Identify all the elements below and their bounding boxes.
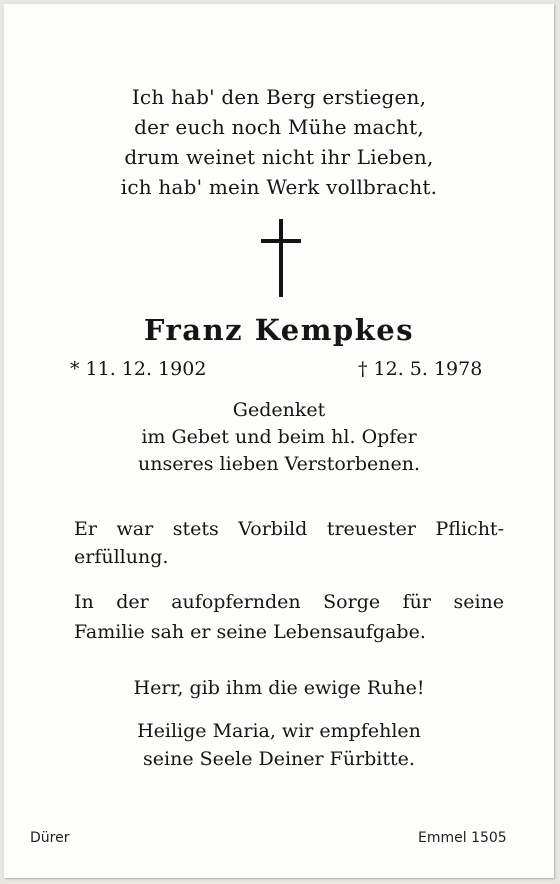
- birth-date: * 11. 12. 1902: [70, 358, 207, 380]
- remembrance-line: unseres lieben Verstorbenen.: [137, 453, 421, 475]
- paragraph-line: Familie sah er seine Lebensaufgabe.: [74, 621, 426, 643]
- poem-line: drum weinet nicht ihr Lieben,: [124, 145, 434, 169]
- paragraph-line: erfüllung.: [74, 546, 169, 568]
- cross-icon: [261, 219, 301, 297]
- remembrance-line: im Gebet und beim hl. Opfer: [141, 426, 417, 448]
- prayer-line: seine Seele Deiner Fürbitte.: [143, 748, 415, 770]
- remembrance-line: Gedenket: [232, 399, 326, 421]
- family-paragraph: [74, 587, 504, 647]
- duty-paragraph: [74, 515, 504, 571]
- poem: [4, 82, 554, 202]
- memorial-card: [4, 4, 554, 878]
- prayer-line: Heilige Maria, wir empfehlen: [137, 720, 421, 742]
- paragraph-line: In der aufopfernden Sorge für seine: [74, 591, 504, 613]
- deceased-name: Franz Kempkes: [143, 313, 415, 347]
- poem-line: Ich hab' den Berg erstiegen,: [131, 85, 427, 109]
- poem-line: der euch noch Mühe macht,: [134, 115, 424, 139]
- prayer-rest: Herr, gib ihm die ewige Ruhe!: [133, 677, 425, 699]
- remembrance-text: [4, 397, 554, 478]
- printer-mark-right: Emmel 1505: [418, 830, 507, 846]
- prayer-mary: [4, 717, 554, 773]
- death-date: † 12. 5. 1978: [358, 358, 483, 380]
- paragraph-line: Er war stets Vorbild treuester Pflicht-: [74, 518, 504, 540]
- printer-mark-left: Dürer: [30, 830, 70, 846]
- poem-line: ich hab' mein Werk vollbracht.: [120, 175, 438, 199]
